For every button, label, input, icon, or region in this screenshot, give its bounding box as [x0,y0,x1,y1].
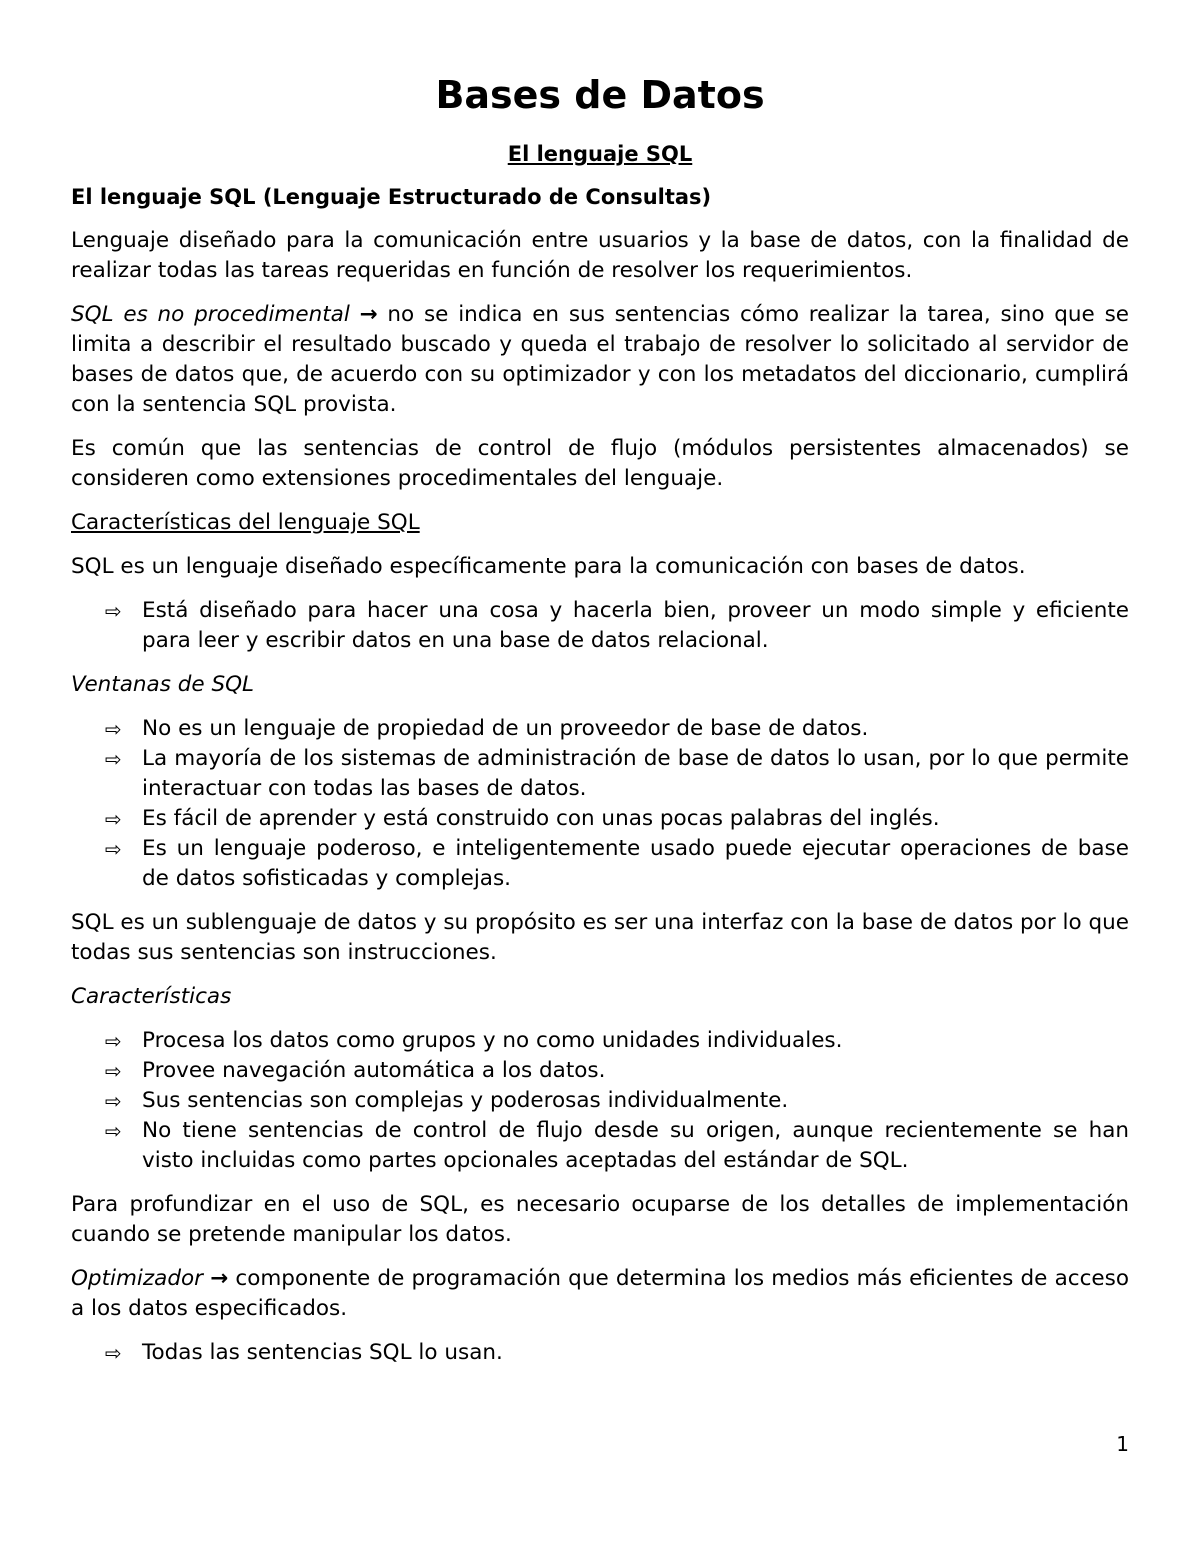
arrow-bullet-icon: ⇨ [105,1341,122,1365]
list-optimizador [71,1338,1129,1368]
list-item: ⇨ Está diseñado para hacer una cosa y hacerla bien, proveer un modo simple y eficiente para leer y escribir datos en una base de datos relacional. [105,598,1129,653]
arrow-bullet-icon: ⇨ [105,717,122,741]
list-item: ⇨ Todas las sentencias SQL lo usan. [71,1338,1129,1368]
section-caracteristicas-lenguaje: Características del lenguaje SQL [71,510,420,535]
list-item: ⇨ Provee navegación automática a los datos. [71,1056,1129,1086]
paragraph-no-procedimental [71,300,1129,420]
term-no-procedimental: SQL es no procedimental [71,302,350,327]
section-ventanas-sql: Ventanas de SQL [71,672,255,697]
paragraph-sublenguaje: SQL es un sublenguaje de datos y su propósito es ser una interfaz con la base de datos por lo que todas sus sentencias son instrucciones. [71,910,1129,965]
paragraph-sql-disenado: SQL es un lenguaje diseñado específicamente para la comunicación con bases de datos. [71,554,1026,579]
document-title: Bases de Datos [435,73,765,117]
paragraph-optimizador [71,1264,1129,1324]
list-item: ⇨ Es fácil de aprender y está construido con unas pocas palabras del inglés. [71,804,1129,834]
arrow-bullet-icon: ⇨ [105,837,122,861]
document-subtitle: El lenguaje SQL [507,142,693,166]
arrow-bullet-icon: ⇨ [105,1059,122,1083]
arrow-bullet-icon: ⇨ [105,807,122,831]
paragraph-definition: Lenguaje diseñado para la comunicación entre usuarios y la base de datos, con la finalidad de realizar todas las tareas requeridas en función de resolver los requerimientos. [71,228,1129,283]
list-item: ⇨ No es un lenguaje de propiedad de un proveedor de base de datos. [71,714,1129,744]
arrow-bullet-icon: ⇨ [105,747,122,771]
paragraph-profundizar: Para profundizar en el uso de SQL, es necesario ocuparse de los detalles de implementación cuando se pretende manipular los datos. [71,1192,1129,1247]
list-ventanas-sql [71,714,1129,894]
right-arrow-icon: → [210,1266,229,1291]
paragraph-control-flujo: Es común que las sentencias de control de flujo (módulos persistentes almacenados) se consideren como extensiones procedimentales del lenguaje. [71,436,1129,491]
list-item: ⇨ Sus sentencias son complejas y poderosas individualmente. [71,1086,1129,1116]
arrow-bullet-icon: ⇨ [105,599,122,623]
arrow-bullet-icon: ⇨ [105,1119,122,1143]
list-caracteristicas [71,1026,1129,1176]
paragraph-text: componente de programación que determina los medios más eficientes de acceso a los datos especificados. [71,1266,1129,1321]
document-page [71,72,1129,1368]
section-caracteristicas: Características [71,984,232,1009]
right-arrow-icon: → [359,302,378,327]
paragraph-text: no se indica en sus sentencias cómo realizar la tarea, sino que se limita a describir el resultado buscado y queda el trabajo de resolver lo solicitado al servidor de bases de datos que, de acuerdo con su optimizador y con los metadatos del diccionario, cumplirá con la sentencia SQL provista. [71,302,1129,417]
list-item: ⇨ Procesa los datos como grupos y no como unidades individuales. [71,1026,1129,1056]
list-item: ⇨ La mayoría de los sistemas de administración de base de datos lo usan, por lo que permite interactuar con todas las bases de datos. [105,746,1129,801]
page-number: 1 [1116,1432,1129,1456]
arrow-bullet-icon: ⇨ [105,1029,122,1053]
term-optimizador: Optimizador [71,1266,203,1291]
section-heading: El lenguaje SQL (Lenguaje Estructurado de Consultas) [71,185,712,209]
list-caracteristicas-lenguaje [71,596,1129,656]
list-item: ⇨ Es un lenguaje poderoso, e inteligentemente usado puede ejecutar operaciones de base de datos sofisticadas y complejas. [105,836,1129,891]
arrow-bullet-icon: ⇨ [105,1089,122,1113]
list-item: ⇨ No tiene sentencias de control de flujo desde su origen, aunque recientemente se han visto incluidas como partes opcionales aceptadas del estándar de SQL. [105,1118,1129,1173]
